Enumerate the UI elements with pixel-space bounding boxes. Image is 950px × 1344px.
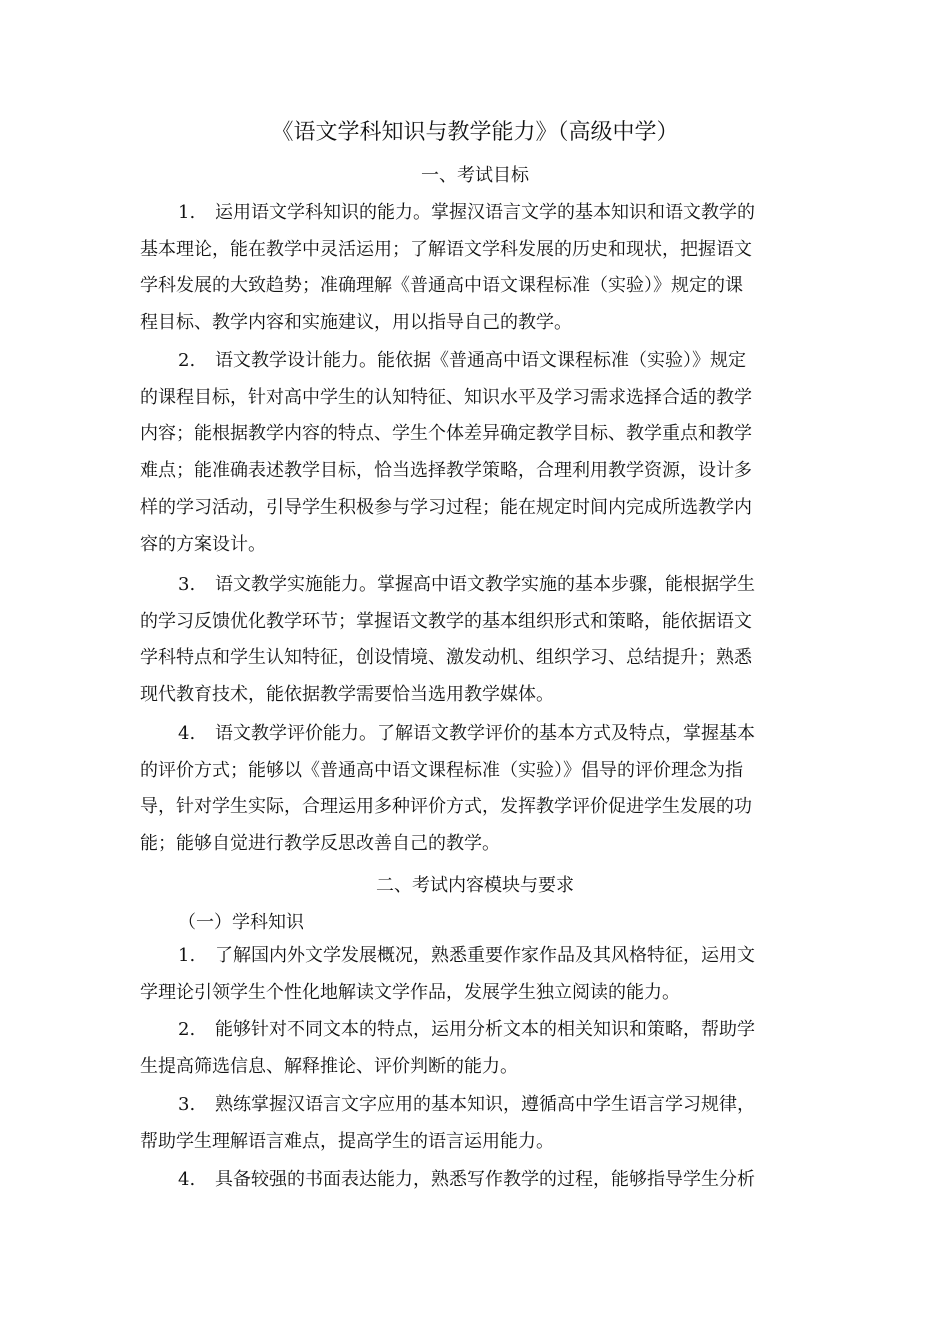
paragraph-line: 导，针对学生实际，合理运用多种评价方式，发挥教学评价促进学生发展的功 [140, 796, 752, 818]
item-number: 1. [178, 945, 196, 966]
paragraph-line: 3. 熟练掌握汉语言文字应用的基本知识，遵循高中学生语言学习规律， [140, 1087, 800, 1124]
item-number: 4. [178, 1169, 196, 1190]
paragraph-line: 2. 语文教学设计能力。能依据《普通高中语文课程标准（实验）》规定 [140, 343, 800, 380]
subsection-heading-subject-knowledge: （一）学科知识 [178, 912, 304, 933]
item-number: 3. [178, 574, 196, 595]
knowledge-item-3 [140, 1087, 800, 1160]
paragraph-line: 能；能够自觉进行教学反思改善自己的教学。 [140, 833, 500, 855]
paragraph-line: 内容；能根据教学内容的特点、学生个体差异确定教学目标、教学重点和教学 [140, 423, 752, 445]
objective-item-1 [140, 195, 800, 342]
document-title: 《语文学科知识与教学能力》（高级中学） [271, 120, 679, 145]
item-number: 4. [178, 723, 196, 744]
item-number: 3. [178, 1094, 196, 1115]
paragraph-line: 的学习反馈优化教学环节；掌握语文教学的基本组织形式和策略，能依据语文 [140, 610, 752, 632]
paragraph-line: 学科发展的大致趋势；准确理解《普通高中语文课程标准（实验）》规定的课 [140, 275, 743, 297]
knowledge-item-4 [140, 1162, 800, 1199]
paragraph-line: 程目标、教学内容和实施建议，用以指导自己的教学。 [140, 312, 572, 334]
section-heading-content-modules: 二、考试内容模块与要求 [376, 875, 574, 896]
paragraph-line: 样的学习活动，引导学生积极参与学习过程；能在规定时间内完成所选教学内 [140, 496, 752, 518]
objective-item-3 [140, 567, 800, 714]
paragraph-line: 生提高筛选信息、解释推论、评价判断的能力。 [140, 1055, 518, 1077]
paragraph-line: 帮助学生理解语言难点，提高学生的语言运用能力。 [140, 1130, 554, 1152]
paragraph-line: 4. 具备较强的书面表达能力，熟悉写作教学的过程，能够指导学生分析 [140, 1162, 800, 1199]
paragraph-line: 2. 能够针对不同文本的特点，运用分析文本的相关知识和策略，帮助学 [140, 1012, 800, 1049]
objective-item-4 [140, 716, 800, 863]
paragraph-line: 的课程目标，针对高中学生的认知特征、知识水平及学习需求选择合适的教学 [140, 386, 752, 408]
paragraph-line: 学理论引领学生个性化地解读文学作品，发展学生独立阅读的能力。 [140, 981, 680, 1003]
paragraph-line: 基本理论，能在教学中灵活运用；了解语文学科发展的历史和现状，把握语文 [140, 238, 752, 260]
paragraph-line: 现代教育技术，能依据教学需要恰当选用教学媒体。 [140, 684, 554, 706]
paragraph-line: 1. 了解国内外文学发展概况，熟悉重要作家作品及其风格特征，运用文 [140, 938, 800, 975]
paragraph-line: 容的方案设计。 [140, 533, 266, 555]
section-heading-exam-objectives: 一、考试目标 [421, 165, 529, 186]
knowledge-item-2 [140, 1012, 800, 1085]
paragraph-line: 4. 语文教学评价能力。了解语文教学评价的基本方式及特点，掌握基本 [140, 716, 800, 753]
item-number: 2. [178, 350, 196, 371]
paragraph-line: 学科特点和学生认知特征，创设情境、激发动机、组织学习、总结提升；熟悉 [140, 647, 752, 669]
paragraph-line: 的评价方式；能够以《普通高中语文课程标准（实验）》倡导的评价理念为指 [140, 759, 743, 781]
knowledge-item-1 [140, 938, 800, 1011]
objective-item-2 [140, 343, 800, 563]
item-number: 2. [178, 1019, 196, 1040]
paragraph-line: 难点；能准确表述教学目标，恰当选择教学策略，合理利用教学资源，设计多 [140, 460, 752, 482]
paragraph-line: 1. 运用语文学科知识的能力。掌握汉语言文学的基本知识和语文教学的 [140, 195, 800, 232]
paragraph-line: 3. 语文教学实施能力。掌握高中语文教学实施的基本步骤，能根据学生 [140, 567, 800, 604]
item-number: 1. [178, 202, 196, 223]
